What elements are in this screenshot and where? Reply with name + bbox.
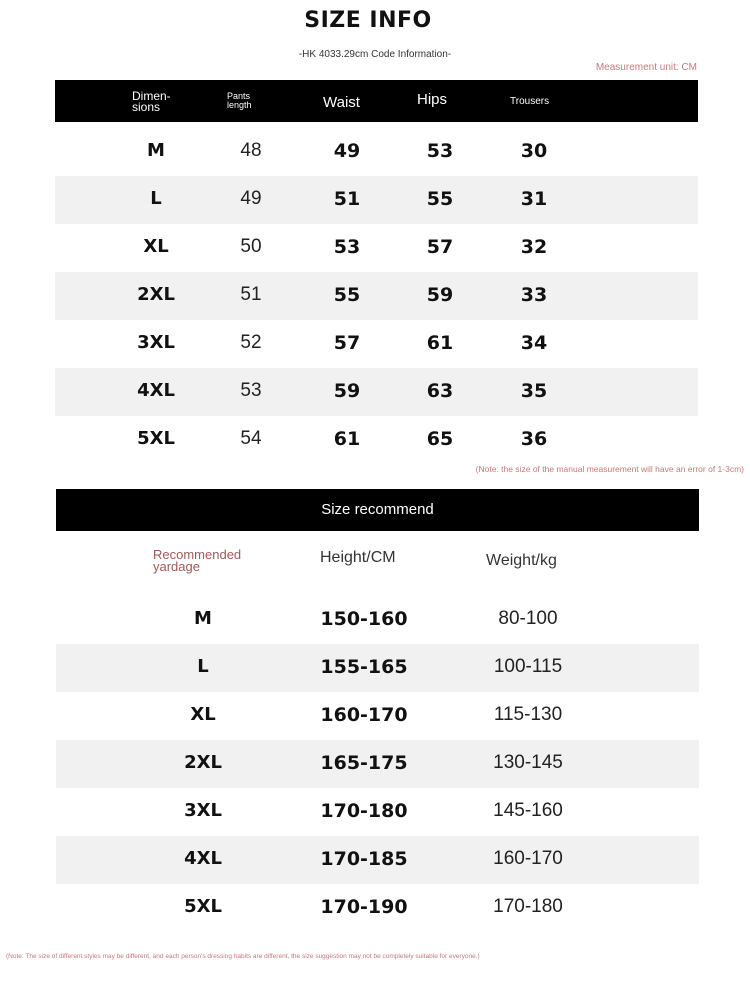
table-row [55,368,698,416]
cell-size: M [147,140,165,161]
cell-height: 170-185 [320,848,408,870]
cell-size: 3XL [137,332,175,353]
recommend-col-height: Height/CM [320,549,396,566]
cell-hips: 61 [426,332,454,354]
cell-waist: 53 [333,236,361,258]
table-row [55,416,698,464]
cell-weight: 160-170 [493,848,563,869]
cell-pants-length: 49 [240,188,262,209]
table-row [55,320,698,368]
cell-pants-length: 54 [240,428,262,449]
cell-size: 4XL [137,380,175,401]
cell-height: 150-160 [320,608,408,630]
cell-size: XL [143,236,169,257]
cell-trousers: 35 [520,380,548,402]
cell-weight: 115-130 [493,704,563,725]
cell-trousers: 32 [520,236,548,258]
cell-trousers: 33 [520,284,548,306]
table-row [56,788,699,836]
cell-height: 165-175 [320,752,408,774]
recommend-col-yardage: Recommended yardage [153,547,242,574]
cell-size: 5XL [184,896,222,917]
cell-pants-length: 51 [240,284,262,305]
header-hips: Hips [417,91,448,108]
cell-trousers: 36 [520,428,548,450]
cell-hips: 53 [426,140,454,162]
cell-size: M [194,608,212,629]
table-row [55,224,698,272]
cell-pants-length: 52 [240,332,262,353]
cell-size: L [150,188,162,209]
cell-size: 5XL [137,428,175,449]
header-pants-length: Pants length [227,91,252,110]
cell-size: XL [190,704,216,725]
size-recommend-header: Size recommend [56,489,699,531]
cell-weight: 130-145 [493,752,563,773]
cell-weight: 170-180 [493,896,563,917]
cell-weight: 145-160 [493,800,563,821]
cell-weight: 100-115 [493,656,563,677]
table-row [55,128,698,176]
cell-size: L [197,656,209,677]
recommend-col-weight: Weight/kg [486,552,557,569]
table-row [56,740,699,788]
size-disclaimer-note: (Note: The size of different styles may be different, and each person's dressing habits are different, the size suggestion may not be completely suitable for everyone.) [6,953,480,960]
size-table-body [55,128,698,464]
cell-hips: 65 [426,428,454,450]
size-table-header [55,80,698,122]
cell-size: 2XL [137,284,175,305]
cell-height: 155-165 [320,656,408,678]
cell-height: 160-170 [320,704,408,726]
cell-size: 3XL [184,800,222,821]
cell-pants-length: 48 [240,140,262,161]
table-row [56,644,699,692]
cell-waist: 59 [333,380,361,402]
measurement-unit-note: Measurement unit: CM [595,62,697,73]
table-row [55,176,698,224]
cell-weight: 80-100 [498,608,558,629]
table-row [56,884,699,932]
cell-hips: 63 [426,380,454,402]
cell-waist: 61 [333,428,361,450]
page-subtitle: -HK 4033.29cm Code Information- [298,49,452,60]
cell-hips: 57 [426,236,454,258]
cell-pants-length: 53 [240,380,262,401]
cell-trousers: 31 [520,188,548,210]
recommend-table-body [56,596,699,932]
cell-waist: 55 [333,284,361,306]
table-row [56,836,699,884]
cell-height: 170-180 [320,800,408,822]
cell-waist: 49 [333,140,361,162]
cell-trousers: 34 [520,332,548,354]
cell-hips: 59 [426,284,454,306]
header-waist: Waist [323,94,360,111]
cell-pants-length: 50 [240,236,262,257]
table-row [56,596,699,644]
header-dimensions: Dimen- sions [132,89,171,114]
cell-height: 170-190 [320,896,408,918]
table-row [56,692,699,740]
cell-waist: 51 [333,188,361,210]
page-title: SIZE INFO [304,8,432,33]
cell-waist: 57 [333,332,361,354]
header-trousers: Trousers [510,96,550,107]
cell-size: 2XL [184,752,222,773]
cell-hips: 55 [426,188,454,210]
cell-trousers: 30 [520,140,548,162]
measurement-error-note: (Note: the size of the manual measurement will have an error of 1-3cm) [475,464,744,474]
cell-size: 4XL [184,848,222,869]
table-row [55,272,698,320]
